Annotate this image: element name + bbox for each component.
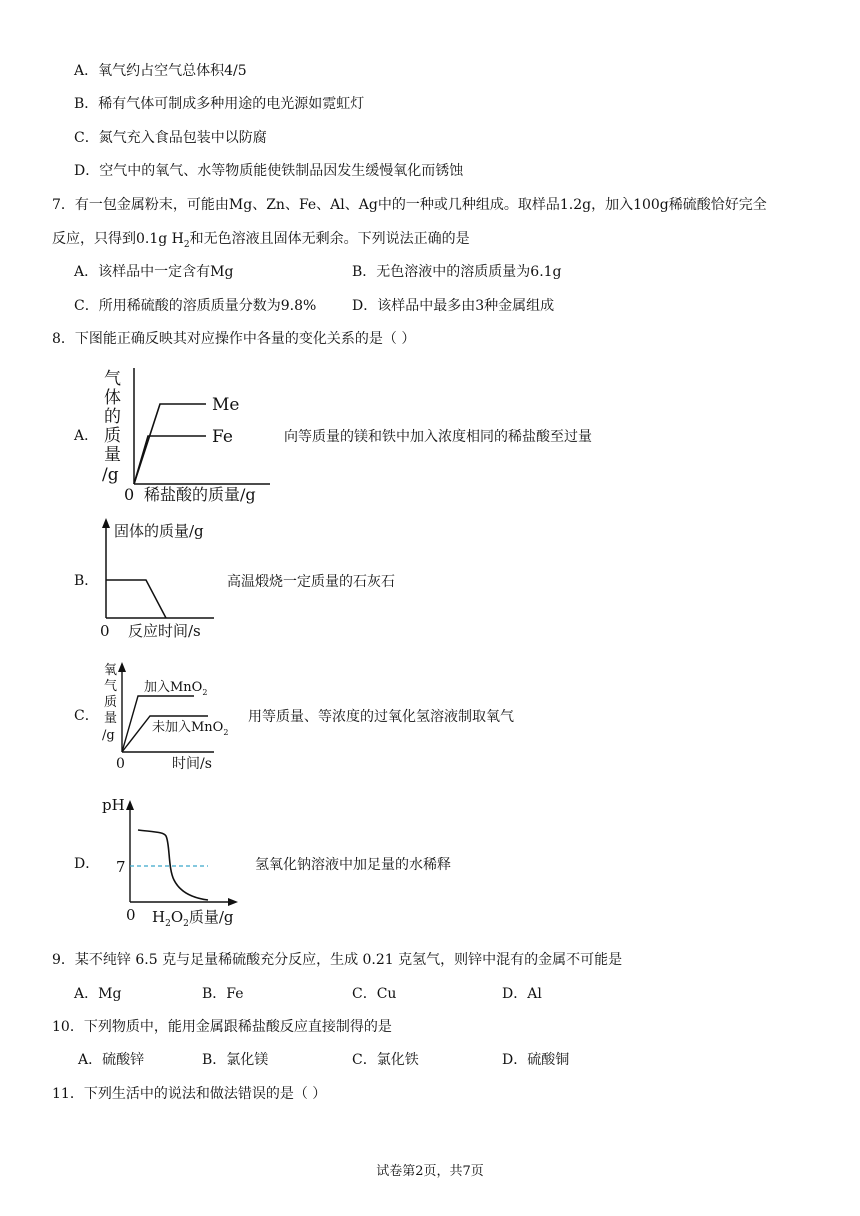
graph-a-origin: 0 — [124, 485, 135, 504]
graph-a-ylabel-4: 质 — [104, 426, 121, 446]
q6-option-b: B．稀有气体可制成多种用途的电光源如霓虹灯 — [74, 96, 365, 112]
graph-c-ylabel-4: 量 — [104, 711, 118, 726]
q9-option-a: A．Mg — [74, 986, 122, 1002]
graph-a-series-me: Me — [212, 395, 240, 415]
graph-a-ylabel-2: 体 — [104, 388, 121, 408]
page-footer: 试卷第2页，共7页 — [376, 1164, 484, 1179]
graph-a-ylabel-3: 的 — [104, 407, 121, 427]
q6-option-a: A．氧气约占空气总体积4/5 — [74, 63, 247, 79]
q8-graph-d — [100, 794, 250, 926]
graph-a-line-fe — [134, 436, 206, 484]
graph-d-x-arrow — [228, 898, 238, 906]
graph-c-ylabel-3: 质 — [104, 695, 118, 710]
graph-a-ylabel-1: 气 — [104, 369, 121, 389]
q8-caption-a: 向等质量的镁和铁中加入浓度相同的稀盐酸至过量 — [284, 429, 592, 445]
graph-a-xlabel: 稀盐酸的质量/g — [144, 485, 256, 504]
q8-caption-d: 氢氧化钠溶液中加足量的水稀释 — [255, 857, 451, 873]
q8-caption-c: 用等质量、等浓度的过氧化氢溶液制取氧气 — [248, 709, 514, 725]
q6-option-d: D．空气中的氧气、水等物质能使铁制品因发生缓慢氧化而锈蚀 — [74, 163, 464, 179]
q8-graph-b — [96, 518, 236, 642]
graph-c-ylabel-2: 气 — [104, 679, 118, 694]
graph-c-series-2: 未加入MnO$_2$ — [152, 720, 229, 737]
graph-c-ylabel-5: /g — [102, 728, 115, 743]
q8-stem: 8．下图能正确反映其对应操作中各量的变化关系的是（ ） — [52, 331, 416, 347]
q8-option-c-label: C． — [74, 708, 99, 724]
q7-stem-line1: 7．有一包金属粉末，可能由Mg、Zn、Fe、Al、Ag中的一种或几种组成。取样品1.2g，加入100g稀硫酸恰好完全 — [52, 197, 767, 213]
q7-option-c: C．所用稀硫酸的溶质质量分数为9.8% — [74, 298, 317, 314]
q10-option-a: A．硫酸锌 — [78, 1052, 145, 1068]
graph-b-ylabel: 固体的质量/g — [114, 522, 204, 540]
graph-d-line — [138, 830, 208, 900]
q8-option-d-label: D． — [74, 856, 100, 872]
graph-a-ylabel-6: /g — [102, 465, 119, 485]
q8-option-b-label: B． — [74, 573, 99, 589]
graph-b-xlabel: 反应时间/s — [128, 622, 201, 640]
q10-option-b: B．氯化镁 — [202, 1052, 269, 1068]
q7-option-a: A．该样品中一定含有Mg — [74, 264, 234, 280]
q10-option-d: D．硫酸铜 — [502, 1052, 570, 1068]
q10-option-c: C．氯化铁 — [352, 1052, 419, 1068]
graph-b-origin: 0 — [100, 622, 110, 640]
q7-option-d: D．该样品中最多由3种金属组成 — [352, 298, 555, 314]
graph-c-xlabel: 时间/s — [172, 756, 212, 772]
q8-caption-b: 高温煅烧一定质量的石灰石 — [227, 574, 395, 590]
q8-option-a-label: A． — [74, 428, 99, 444]
q9-stem: 9．某不纯锌 6.5 克与足量稀硫酸充分反应，生成 0.21 克氢气，则锌中混有的金属不可能是 — [52, 952, 623, 968]
graph-d-tick-7: 7 — [116, 858, 126, 876]
graph-d-ylabel: pH — [102, 796, 125, 814]
q9-option-c: C．Cu — [352, 986, 397, 1002]
graph-a-ylabel-5: 量 — [104, 445, 121, 465]
q9-option-d: D．Al — [502, 986, 542, 1002]
graph-a-series-fe: Fe — [212, 427, 233, 447]
graph-c-origin: 0 — [116, 756, 125, 772]
graph-a-line-me — [134, 404, 206, 484]
graph-d-xlabel: $H_2O_2$质量/g — [152, 908, 234, 926]
q8-graph-c — [98, 660, 248, 772]
graph-c-series-1: 加入MnO$_2$ — [144, 680, 208, 697]
q6-option-c: C．氮气充入食品包装中以防腐 — [74, 130, 267, 146]
q7-option-b: B．无色溶液中的溶质质量为6.1g — [352, 264, 562, 280]
graph-c-ylabel-1: 氧 — [104, 663, 118, 678]
q10-stem: 10．下列物质中，能用金属跟稀盐酸反应直接制得的是 — [52, 1019, 392, 1035]
q7-stem-line2: 反应，只得到0.1g $H_2$和无色溶液且固体无剩余。下列说法正确的是 — [52, 231, 470, 250]
graph-b-line — [106, 580, 166, 618]
graph-d-origin: 0 — [126, 906, 136, 924]
q9-option-b: B．Fe — [202, 986, 244, 1002]
q8-graph-a — [98, 366, 278, 506]
q11-stem: 11．下列生活中的说法和做法错误的是（ ） — [52, 1086, 327, 1102]
